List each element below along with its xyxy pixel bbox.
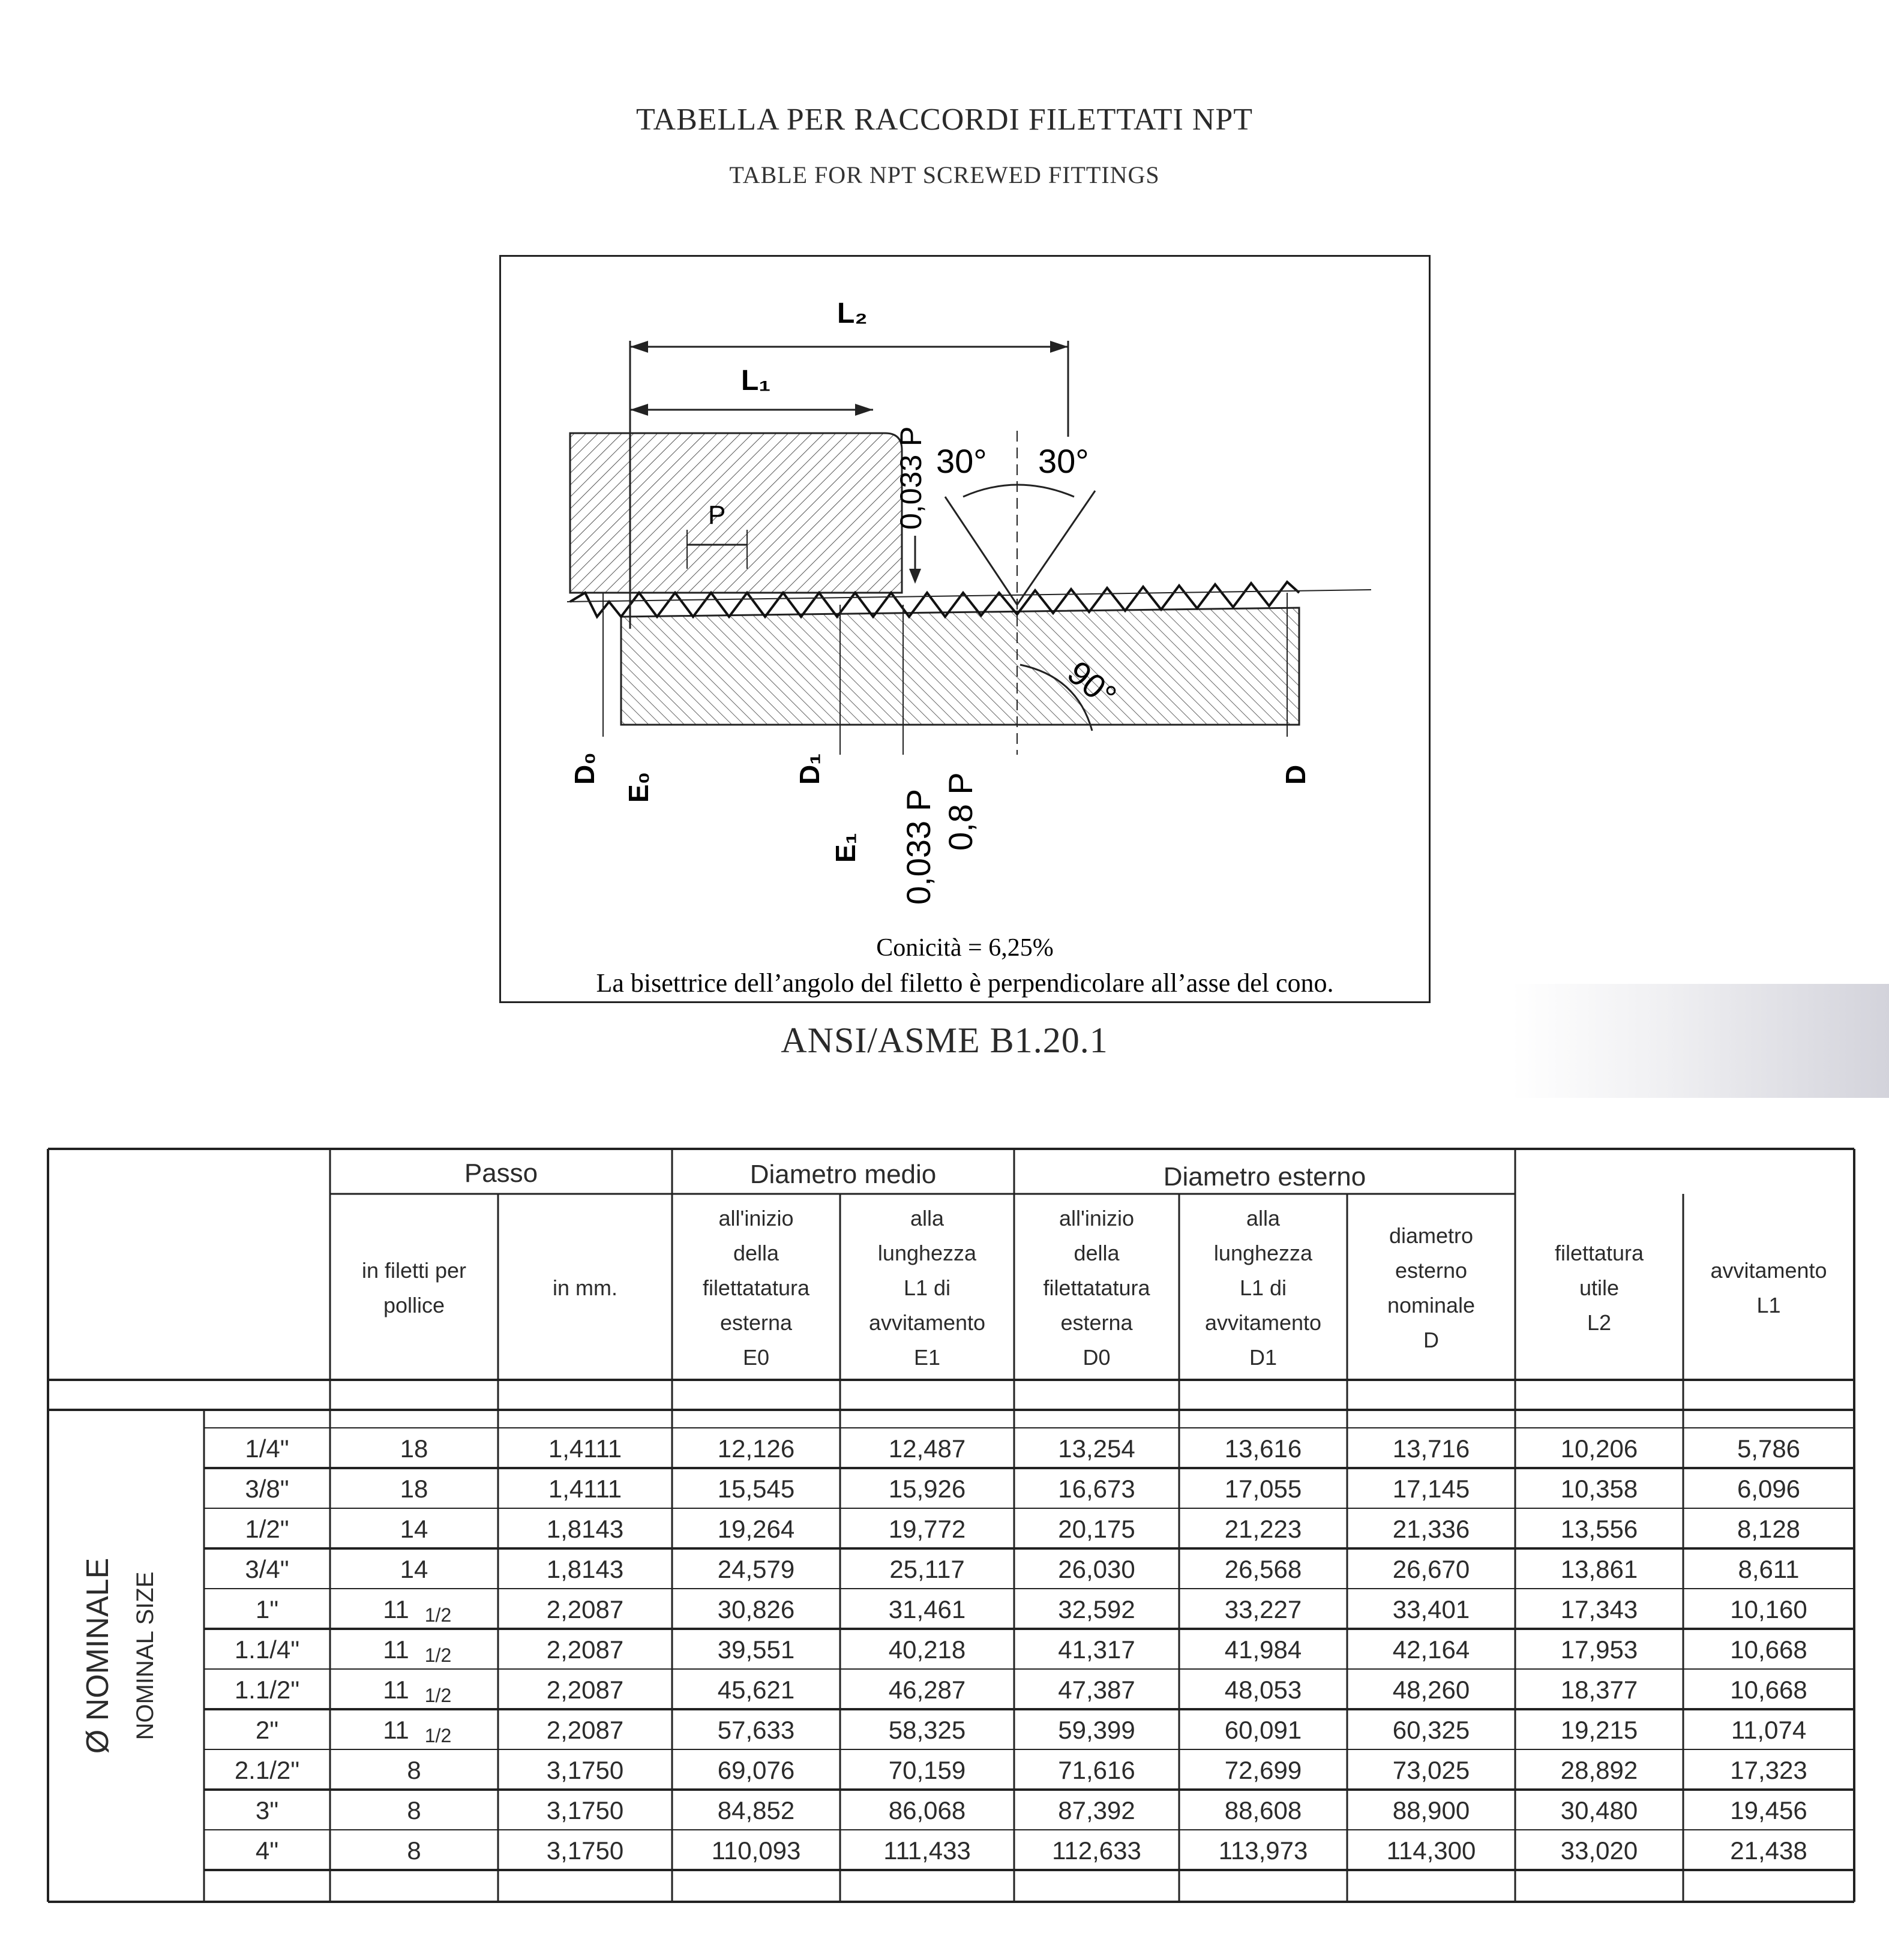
- column-header-line: alla: [1246, 1206, 1281, 1230]
- column-header-line: D: [1423, 1328, 1439, 1352]
- cell-d0: 87,392: [1058, 1796, 1135, 1824]
- column-header-line: della: [1074, 1241, 1120, 1265]
- label-angle-right: 30°: [1038, 442, 1089, 480]
- cell-d: 73,025: [1392, 1756, 1470, 1784]
- column-header-line: in filetti per: [361, 1258, 467, 1283]
- cell-e1: 70,159: [888, 1756, 966, 1784]
- cell-e1: 31,461: [888, 1595, 966, 1623]
- cell-tpi: 8: [407, 1796, 421, 1824]
- cell-d: 33,401: [1392, 1595, 1470, 1623]
- column-header-line: filettatatura: [1043, 1275, 1150, 1300]
- cell-e0: 57,633: [717, 1716, 795, 1744]
- lower-body: [621, 608, 1299, 725]
- cell-tpi: 11: [383, 1716, 409, 1744]
- cell-e0: 30,826: [717, 1595, 795, 1623]
- cell-d: 17,145: [1392, 1475, 1470, 1503]
- cell-mm: 1,4111: [548, 1434, 622, 1463]
- column-header-line: avvitamento: [868, 1310, 986, 1335]
- cell-d: 114,300: [1386, 1836, 1476, 1865]
- thread-diagram: [499, 255, 1431, 1003]
- page-title: TABELLA PER RACCORDI FILETTATI NPT: [635, 103, 1254, 137]
- cell-l1: 21,438: [1730, 1836, 1807, 1865]
- cell-l2: 19,215: [1560, 1716, 1638, 1744]
- cell-tpi: 8: [407, 1756, 421, 1784]
- standard-reference: ANSI/ASME B1.20.1: [781, 1020, 1108, 1060]
- cell-d0: 112,633: [1052, 1836, 1141, 1865]
- cell-l2: 10,206: [1560, 1434, 1638, 1463]
- cell-l1: 8,128: [1737, 1515, 1801, 1543]
- cell-l1: 17,323: [1730, 1756, 1807, 1784]
- cell-e0: 110,093: [711, 1836, 801, 1865]
- cell-l2: 17,953: [1560, 1635, 1638, 1664]
- cell-d: 21,336: [1392, 1515, 1470, 1543]
- column-header-line: L1 di: [903, 1275, 951, 1300]
- cell-l1: 10,160: [1730, 1595, 1807, 1623]
- column-header-line: nominale: [1387, 1293, 1476, 1317]
- cell-e1: 19,772: [888, 1515, 966, 1543]
- cell-d: 60,325: [1392, 1716, 1470, 1744]
- group-label-passo: Passo: [464, 1158, 538, 1188]
- cell-l2: 17,343: [1560, 1595, 1638, 1623]
- label-angle-left: 30°: [936, 442, 987, 480]
- label-bottom-crest: 0,033 P: [899, 788, 937, 905]
- cell-tpi: 14: [400, 1515, 428, 1543]
- cell-l2: 18,377: [1560, 1676, 1638, 1704]
- cell-d: 42,164: [1392, 1635, 1470, 1664]
- row-size: 1/4": [245, 1434, 289, 1463]
- cell-e1: 86,068: [888, 1796, 966, 1824]
- column-header-line: esterna: [1060, 1310, 1133, 1335]
- label-d: D: [1280, 764, 1311, 785]
- cell-e0: 24,579: [717, 1555, 795, 1583]
- label-top-crest: 0,033 P: [894, 426, 928, 530]
- cell-d1: 26,568: [1224, 1555, 1302, 1583]
- cell-mm: 2,2087: [546, 1595, 624, 1623]
- cell-d0: 59,399: [1058, 1716, 1135, 1744]
- column-header-line: L1 di: [1239, 1275, 1287, 1300]
- cell-e1: 46,287: [888, 1676, 966, 1704]
- cell-tpi: 11: [383, 1635, 409, 1664]
- cell-mm: 2,2087: [546, 1676, 624, 1704]
- cell-e1: 58,325: [888, 1716, 966, 1744]
- cell-mm: 3,1750: [546, 1796, 624, 1824]
- cell-e0: 19,264: [717, 1515, 795, 1543]
- row-size: 1": [255, 1595, 279, 1623]
- row-size: 1.1/4": [234, 1635, 300, 1664]
- conicity-text: Conicità = 6,25%: [876, 934, 1054, 962]
- cell-d0: 71,616: [1058, 1756, 1135, 1784]
- column-header-line: E0: [742, 1345, 770, 1370]
- cell-mm: 2,2087: [546, 1716, 624, 1744]
- cell-tpi-fraction: 1/2: [424, 1685, 452, 1706]
- group-label-diametro-medio: Diametro medio: [749, 1160, 937, 1189]
- cell-mm: 1,4111: [548, 1475, 622, 1503]
- cell-l2: 28,892: [1560, 1756, 1638, 1784]
- column-header-line: filettatatura: [702, 1275, 810, 1300]
- note-text: La bisettrice dell’angolo del filetto è perpendicolare all’asse del cono.: [596, 968, 1334, 998]
- cell-l1: 10,668: [1730, 1635, 1807, 1664]
- column-header-line: in mm.: [553, 1275, 617, 1300]
- upper-body: [570, 433, 902, 593]
- cell-e1: 15,926: [888, 1475, 966, 1503]
- label-angle-90: 90°: [1060, 653, 1124, 715]
- cell-d0: 26,030: [1058, 1555, 1135, 1583]
- column-header-line: esterno: [1395, 1258, 1468, 1283]
- column-header-line: E1: [913, 1345, 941, 1370]
- column-header-line: diametro: [1389, 1223, 1474, 1248]
- column-header-line: all'inizio: [718, 1206, 794, 1230]
- row-size: 3": [255, 1796, 279, 1824]
- cell-l1: 6,096: [1737, 1475, 1801, 1503]
- cell-tpi: 18: [400, 1475, 428, 1503]
- cell-l1: 8,611: [1738, 1555, 1800, 1583]
- label-l1: L₁: [741, 365, 771, 397]
- cell-e0: 45,621: [717, 1676, 795, 1704]
- cell-d1: 21,223: [1224, 1515, 1302, 1543]
- cell-e0: 15,545: [717, 1475, 795, 1503]
- cell-d: 48,260: [1392, 1676, 1470, 1704]
- cell-d1: 48,053: [1224, 1676, 1302, 1704]
- cell-l2: 10,358: [1560, 1475, 1638, 1503]
- cell-mm: 1,8143: [546, 1515, 624, 1543]
- label-e0: E₀: [623, 772, 654, 803]
- cell-tpi-fraction: 1/2: [424, 1644, 452, 1666]
- cell-l2: 30,480: [1560, 1796, 1638, 1824]
- label-p: P: [708, 500, 726, 530]
- cell-d1: 33,227: [1224, 1595, 1302, 1623]
- column-header-line: L2: [1587, 1310, 1612, 1335]
- cell-e0: 69,076: [717, 1756, 795, 1784]
- row-group-label: Ø NOMINALE: [80, 1557, 115, 1754]
- cell-d1: 17,055: [1224, 1475, 1302, 1503]
- cell-l2: 13,861: [1560, 1555, 1638, 1583]
- cell-e0: 39,551: [717, 1635, 795, 1664]
- column-header-line: L1: [1756, 1293, 1781, 1317]
- cell-l2: 13,556: [1560, 1515, 1638, 1543]
- page-subtitle: TABLE FOR NPT SCREWED FITTINGS: [729, 161, 1160, 188]
- cell-d0: 16,673: [1058, 1475, 1135, 1503]
- cell-e1: 25,117: [889, 1555, 965, 1583]
- row-size: 4": [255, 1836, 279, 1865]
- column-header-line: esterna: [719, 1310, 793, 1335]
- cell-tpi: 11: [383, 1595, 409, 1623]
- cell-l1: 10,668: [1730, 1676, 1807, 1704]
- cell-e1: 12,487: [888, 1434, 966, 1463]
- cell-l1: 5,786: [1737, 1434, 1801, 1463]
- column-header-line: D0: [1083, 1345, 1111, 1370]
- cell-e0: 84,852: [717, 1796, 795, 1824]
- column-header-line: lunghezza: [1213, 1241, 1313, 1265]
- column-header-line: avvitamento: [1204, 1310, 1322, 1335]
- cell-mm: 1,8143: [546, 1555, 624, 1583]
- group-label-diametro-esterno: Diametro esterno: [1163, 1162, 1366, 1191]
- cell-d: 26,670: [1392, 1555, 1470, 1583]
- cell-tpi: 11: [383, 1676, 409, 1704]
- cell-e1: 111,433: [883, 1836, 971, 1865]
- cell-e0: 12,126: [717, 1434, 795, 1463]
- label-l2: L₂: [837, 298, 868, 329]
- cell-d0: 20,175: [1058, 1515, 1135, 1543]
- label-thread-height: 0,8 P: [941, 772, 979, 851]
- column-header-line: della: [733, 1241, 779, 1265]
- cell-tpi: 14: [400, 1555, 428, 1583]
- row-size: 1.1/2": [234, 1676, 300, 1704]
- cell-tpi: 18: [400, 1434, 428, 1463]
- row-size: 2": [255, 1716, 279, 1744]
- cell-tpi-fraction: 1/2: [424, 1604, 452, 1626]
- cell-mm: 3,1750: [546, 1756, 624, 1784]
- row-size: 1/2": [245, 1515, 289, 1543]
- cell-d1: 88,608: [1224, 1796, 1302, 1824]
- label-e1: E₁: [830, 833, 861, 863]
- label-d0: D₀: [569, 752, 600, 785]
- column-header-line: avvitamento: [1710, 1258, 1827, 1283]
- cell-l2: 33,020: [1560, 1836, 1638, 1865]
- cell-tpi: 8: [407, 1836, 421, 1865]
- row-size: 3/4": [245, 1555, 289, 1583]
- cell-d1: 72,699: [1224, 1756, 1302, 1784]
- column-header-line: D1: [1249, 1345, 1278, 1370]
- cell-d: 88,900: [1392, 1796, 1470, 1824]
- cell-d1: 41,984: [1224, 1635, 1302, 1664]
- row-size: 3/8": [245, 1475, 289, 1503]
- cell-d1: 13,616: [1224, 1434, 1302, 1463]
- cell-d0: 47,387: [1058, 1676, 1135, 1704]
- npt-dimension-table: [0, 1128, 1889, 1960]
- cell-mm: 2,2087: [546, 1635, 624, 1664]
- cell-mm: 3,1750: [546, 1836, 624, 1865]
- cell-d1: 113,973: [1218, 1836, 1308, 1865]
- column-header-line: filettatura: [1554, 1241, 1644, 1265]
- cell-tpi-fraction: 1/2: [424, 1725, 452, 1746]
- label-d1: D₁: [794, 753, 825, 785]
- cell-d1: 60,091: [1224, 1716, 1302, 1744]
- cell-d0: 41,317: [1058, 1635, 1135, 1664]
- cell-d0: 32,592: [1058, 1595, 1135, 1623]
- column-header-line: alla: [910, 1206, 944, 1230]
- column-header-line: pollice: [383, 1293, 445, 1317]
- column-header-line: utile: [1579, 1275, 1620, 1300]
- row-group-sublabel: NOMINAL SIZE: [132, 1571, 158, 1740]
- column-header-line: all'inizio: [1059, 1206, 1134, 1230]
- column-header-line: lunghezza: [877, 1241, 977, 1265]
- cell-e1: 40,218: [888, 1635, 966, 1664]
- cell-l1: 11,074: [1731, 1716, 1807, 1744]
- cell-l1: 19,456: [1730, 1796, 1807, 1824]
- cell-d0: 13,254: [1058, 1434, 1135, 1463]
- cell-d: 13,716: [1392, 1434, 1470, 1463]
- row-size: 2.1/2": [234, 1756, 300, 1784]
